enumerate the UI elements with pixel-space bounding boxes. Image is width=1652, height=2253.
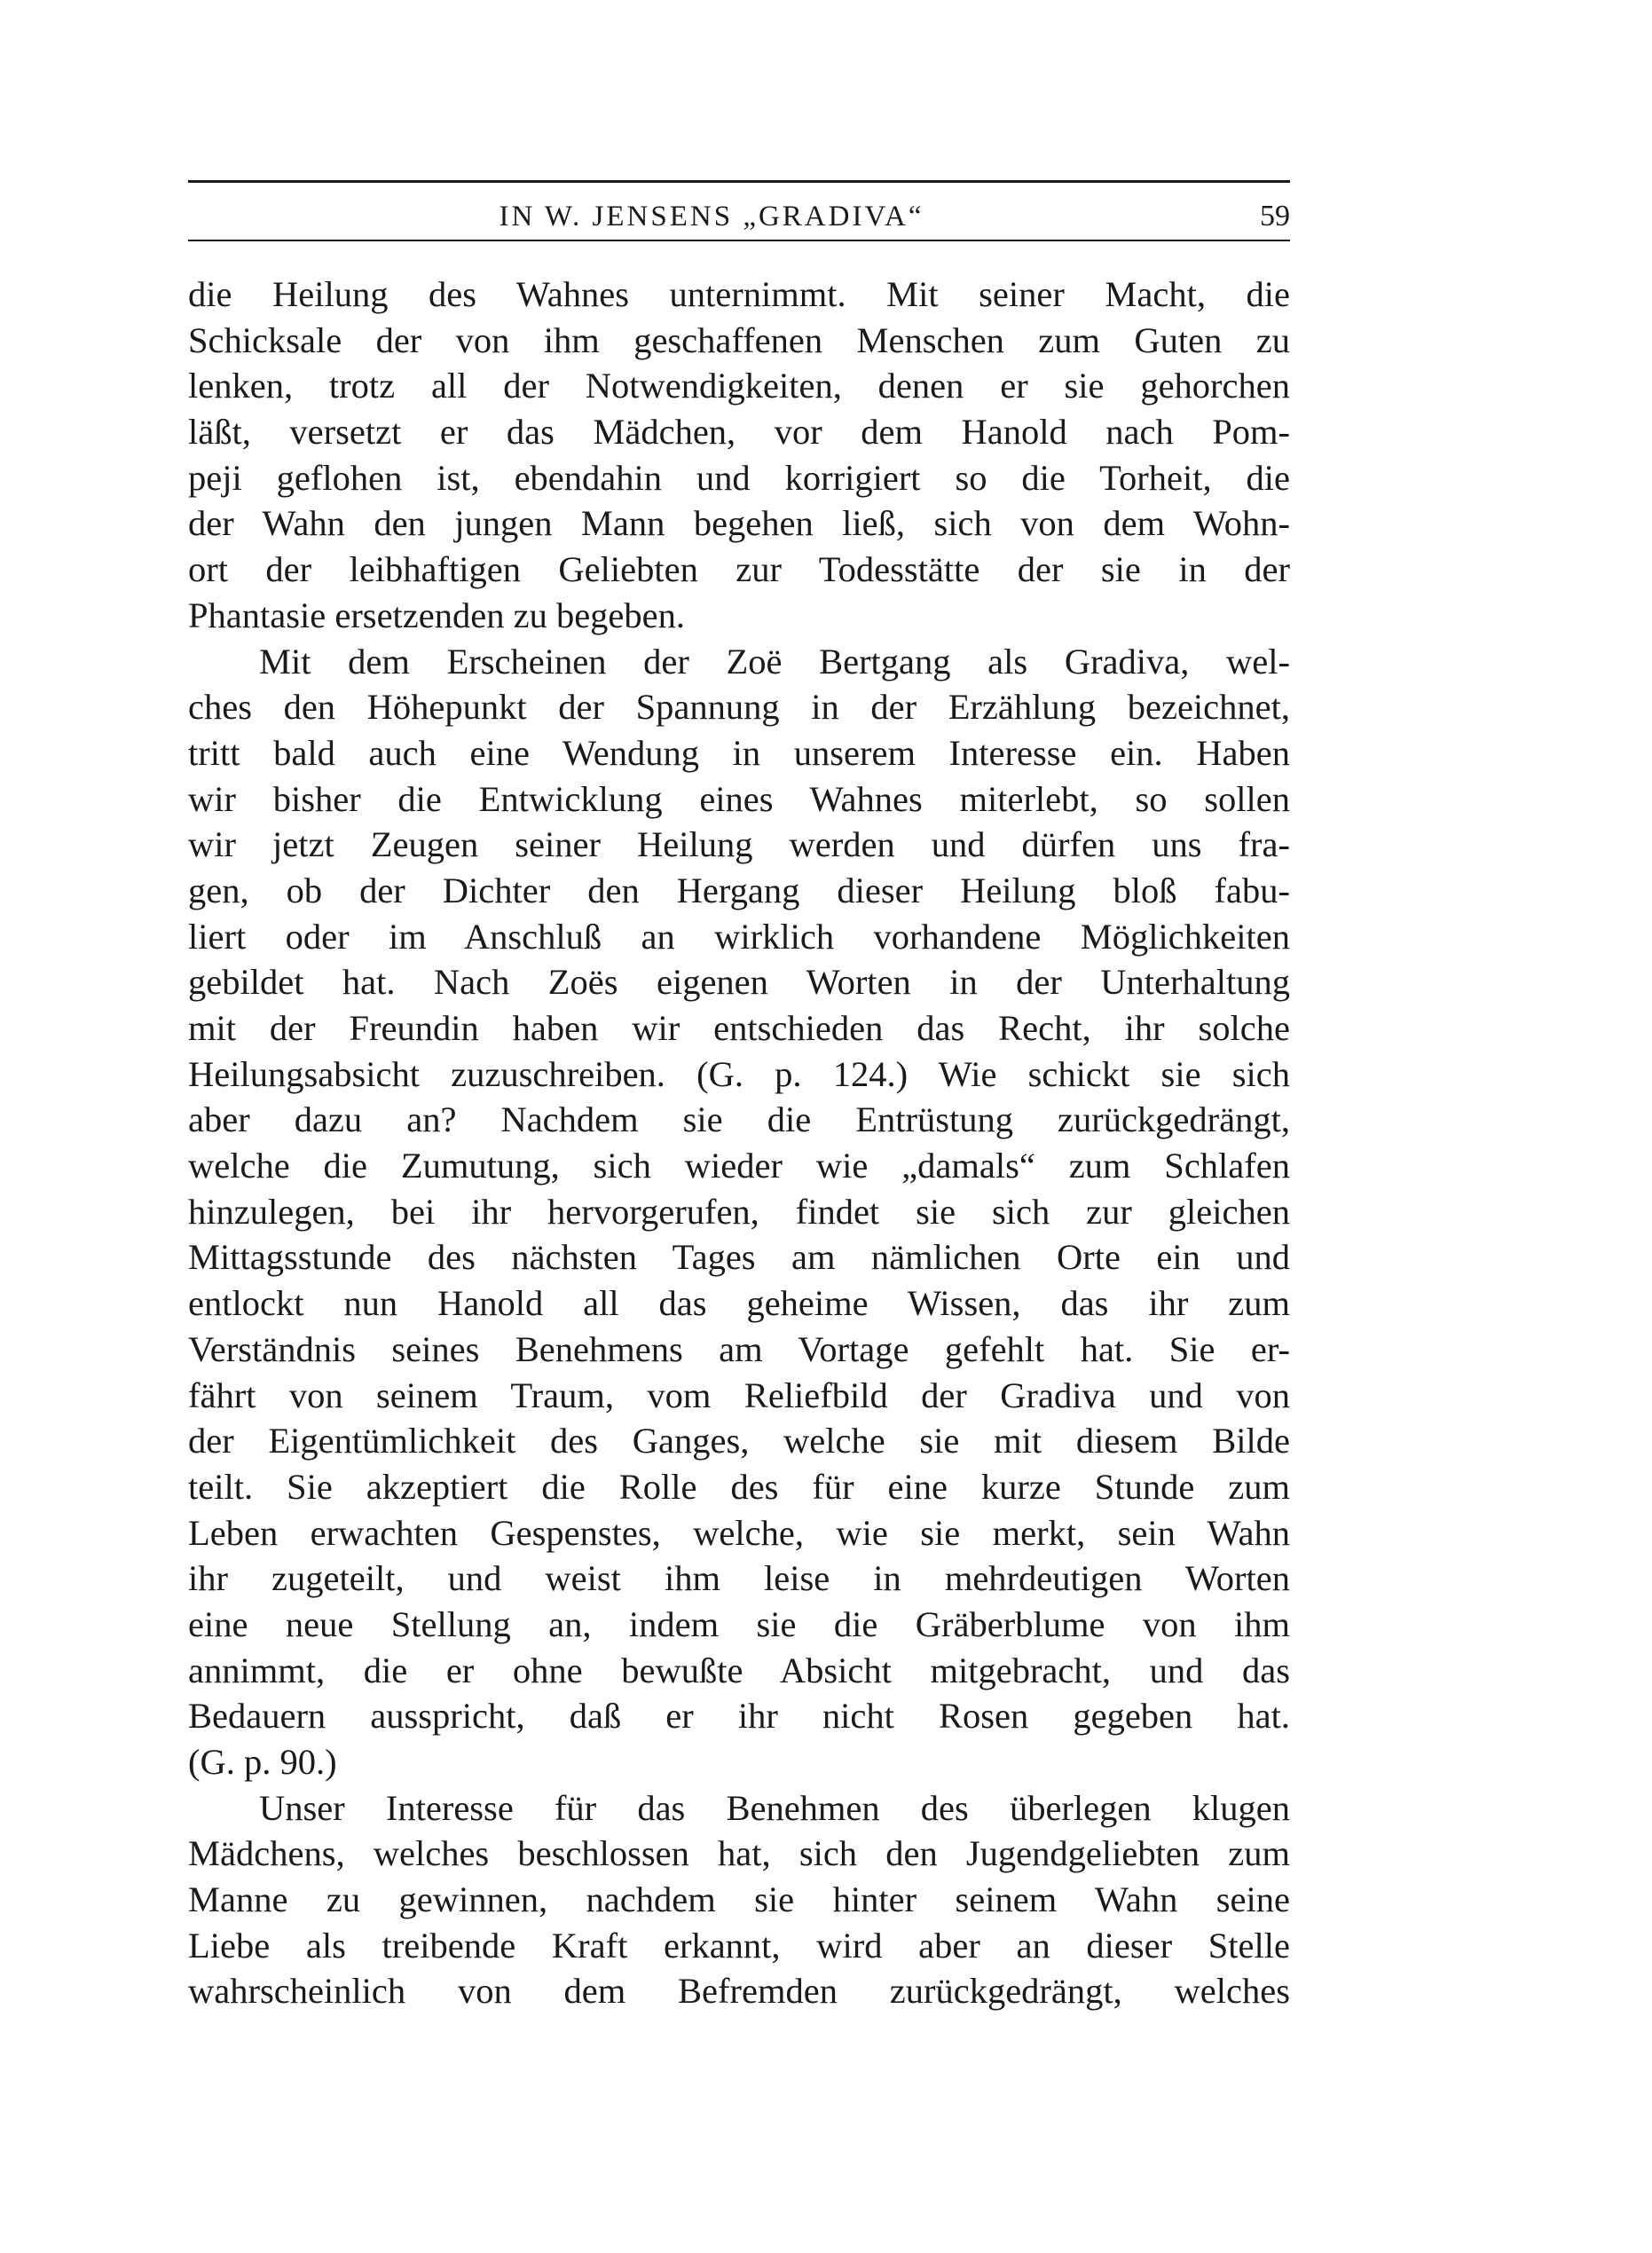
- text-line: Mittagsstunde des nächsten Tages am nämlichen Orte ein und: [188, 1237, 1290, 1278]
- text-line: Leben erwachten Gespenstes, welche, wie sie merkt, sein Wahn: [188, 1512, 1290, 1553]
- text-line: wahrscheinlich von dem Befremden zurückgedrängt, welches: [188, 1971, 1290, 2012]
- text-line: gen, ob der Dichter den Hergang dieser Heilung bloß fabu-: [188, 870, 1290, 910]
- paragraph: [188, 1785, 1290, 2014]
- text-line: die Heilung des Wahnes unternimmt. Mit seiner Macht, die: [188, 274, 1290, 314]
- header-rule-top: [188, 180, 1290, 183]
- body-text: [188, 272, 1290, 2014]
- text-line: Manne zu gewinnen, nachdem sie hinter seinem Wahn seine: [188, 1879, 1290, 1920]
- text-line: aber dazu an? Nachdem sie die Entrüstung zurückgedrängt,: [188, 1099, 1290, 1140]
- text-line: Phantasie ersetzenden zu begeben.: [188, 595, 685, 635]
- paragraph: [188, 639, 1290, 1785]
- header-rule-bottom: [188, 240, 1290, 241]
- text-line: (G. p. 90.): [188, 1742, 337, 1782]
- text-line: Mit dem Erscheinen der Zoë Bertgang als Gradiva, wel-: [259, 641, 1290, 681]
- text-line: Liebe als treibende Kraft erkannt, wird aber an dieser Stelle: [188, 1925, 1290, 1965]
- text-line: der Eigentümlichkeit des Ganges, welche sie mit diesem Bilde: [188, 1421, 1290, 1461]
- text-line: Verständnis seines Benehmens am Vortage gefehlt hat. Sie er-: [188, 1328, 1290, 1369]
- text-line: peji geflohen ist, ebendahin und korrigiert so die Torheit, die: [188, 457, 1290, 498]
- text-line: Schicksale der von ihm geschaffenen Menschen zum Guten zu: [188, 319, 1290, 360]
- text-line: fährt von seinem Traum, vom Reliefbild der Gradiva und von: [188, 1375, 1290, 1415]
- paragraph: [188, 272, 1290, 639]
- text-line: Bedauern ausspricht, daß er ihr nicht Rosen gegeben hat.: [188, 1696, 1290, 1737]
- running-title: IN W. JENSENS „GRADIVA“: [499, 201, 924, 232]
- text-line: ihr zugeteilt, und weist ihm leise in mehrdeutigen Worten: [188, 1558, 1290, 1599]
- text-line: eine neue Stellung an, indem sie die Gräberblume von ihm: [188, 1603, 1290, 1644]
- text-line: ches den Höhepunkt der Spannung in der Erzählung bezeichnet,: [188, 687, 1290, 728]
- text-line: Heilungsabsicht zuzuschreiben. (G. p. 124.) Wie schickt sie sich: [188, 1053, 1290, 1094]
- text-line: wir jetzt Zeugen seiner Heilung werden und dürfen uns fra-: [188, 824, 1290, 865]
- text-line: läßt, versetzt er das Mädchen, vor dem Hanold nach Pom-: [188, 412, 1290, 453]
- text-line: entlockt nun Hanold all das geheime Wissen, das ihr zum: [188, 1283, 1290, 1324]
- text-line: mit der Freundin haben wir entschieden das Recht, ihr solche: [188, 1008, 1290, 1048]
- text-line: gebildet hat. Nach Zoës eigenen Worten in der Unterhaltung: [188, 962, 1290, 1003]
- text-line: ort der leibhaftigen Geliebten zur Todesstätte der sie in der: [188, 549, 1290, 590]
- text-line: teilt. Sie akzeptiert die Rolle des für eine kurze Stunde zum: [188, 1466, 1290, 1507]
- text-line: liert oder im Anschluß an wirklich vorhandene Möglichkeiten: [188, 916, 1290, 957]
- text-line: welche die Zumutung, sich wieder wie „damals“ zum Schlafen: [188, 1146, 1290, 1186]
- text-line: wir bisher die Entwicklung eines Wahnes miterlebt, so sollen: [188, 778, 1290, 819]
- text-line: hinzulegen, bei ihr hervorgerufen, findet sie sich zur gleichen: [188, 1191, 1290, 1232]
- text-line: der Wahn den jungen Mann begehen ließ, sich von dem Wohn-: [188, 503, 1290, 544]
- page-number: 59: [1260, 200, 1290, 232]
- text-line: annimmt, die er ohne bewußte Absicht mitgebracht, und das: [188, 1650, 1290, 1690]
- text-line: tritt bald auch eine Wendung in unserem Interesse ein. Haben: [188, 732, 1290, 773]
- text-line: Mädchens, welches beschlossen hat, sich den Jugendgeliebten zum: [188, 1833, 1290, 1874]
- text-line: Unser Interesse für das Benehmen des überlegen klugen: [259, 1787, 1290, 1828]
- text-line: lenken, trotz all der Notwendigkeiten, denen er sie gehorchen: [188, 366, 1290, 406]
